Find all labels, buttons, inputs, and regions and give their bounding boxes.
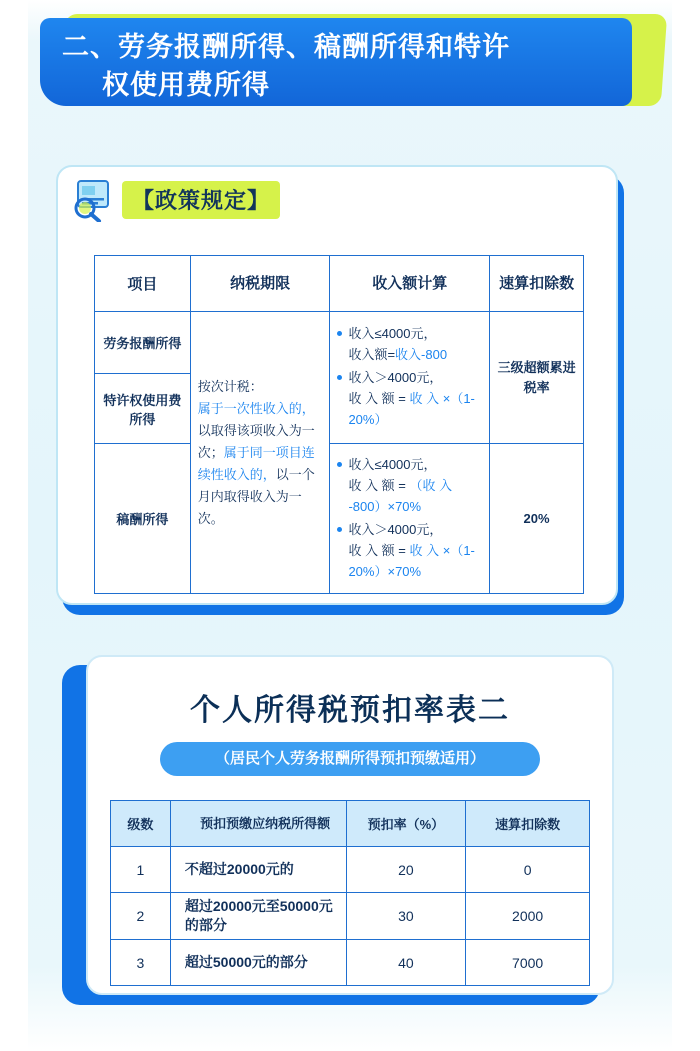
term-p1: 按次计税： — [197, 378, 263, 394]
cell-quick-20: 20% — [490, 444, 584, 594]
calc-g2-b-l1: 收入＞4000元， — [348, 521, 443, 537]
cell-range-1: 不超过20000元的 — [170, 847, 346, 893]
cell-deduction-1: 0 — [466, 847, 590, 893]
cell-quick-progressive: 三级超额累进税率 — [490, 312, 584, 444]
calc-g2-b-l2b: 收 入 ×（1-20%）×70% — [348, 542, 475, 579]
cell-level-1: 1 — [111, 847, 171, 893]
th-calc: 收入额计算 — [330, 256, 490, 312]
rate-table-title: 个人所得税预扣率表二 — [190, 694, 510, 727]
rate-table-wrapper — [110, 800, 590, 986]
calc-g1-b-l1: 收入＞4000元， — [348, 370, 443, 385]
banner-title-line1: 二、劳务报酬所得、稿酬所得和特许 — [62, 32, 510, 62]
policy-table — [94, 255, 584, 594]
table-row — [111, 940, 590, 986]
table-header-row — [111, 801, 590, 847]
rate-table — [110, 800, 590, 986]
table-row — [95, 312, 584, 374]
cell-rate-1: 20 — [346, 847, 466, 893]
cell-rate-3: 40 — [346, 940, 466, 986]
term-p2: 以取得该项收入为一次； — [197, 422, 315, 460]
calc-g1-b-l2: 收 入 额 = — [348, 391, 406, 406]
cell-calc-group1 — [330, 312, 490, 444]
cell-deduction-2: 2000 — [466, 893, 590, 940]
th-level: 级数 — [111, 801, 171, 847]
calc-g1-a-l1: 收入≤4000元， — [348, 326, 437, 341]
cell-level-3: 3 — [111, 940, 171, 986]
cell-range-3: 超过50000元的部分 — [170, 940, 346, 986]
cell-item-royalty: 特许权使用费所得 — [95, 374, 191, 444]
calc-item — [337, 519, 482, 582]
cell-item-manuscript: 稿酬所得 — [95, 444, 191, 594]
calc-g2-b-l2: 收 入 额 = — [348, 542, 406, 558]
cell-term — [190, 312, 330, 594]
th-quick: 速算扣除数 — [490, 256, 584, 312]
policy-badge-label: 【政策规定】 — [122, 181, 280, 219]
banner-title-line2: 权使用费所得 — [102, 70, 270, 100]
calc-g2-a-l2: 收 入 额 = — [348, 477, 406, 493]
calc-g2-a-l1: 收入≤4000元， — [348, 456, 437, 472]
term-p3: 以一个月内取得收入为一次。 — [197, 466, 315, 526]
calc-item — [337, 454, 482, 517]
policy-heading — [68, 178, 280, 222]
policy-table-wrapper — [94, 255, 584, 585]
th-item: 项目 — [95, 256, 191, 312]
calc-g1-a-l2: 收入额= — [348, 347, 396, 362]
table-row — [95, 444, 584, 594]
cell-calc-group2 — [330, 444, 490, 594]
cell-rate-2: 30 — [346, 893, 466, 940]
calc-g1-a-l2b: 收入-800 — [395, 347, 448, 362]
banner-body — [40, 18, 632, 106]
left-rail — [0, 0, 28, 1051]
term-h2: 属于同一项目连续性收入的， — [197, 444, 315, 482]
header-banner — [40, 14, 664, 106]
term-h1: 属于一次性收入的， — [197, 400, 315, 416]
table-header-row — [95, 256, 584, 312]
table-row — [111, 847, 590, 893]
calc-g2-a-l2b: （收 入 -800）×70% — [348, 477, 453, 514]
th-deduction: 速算扣除数 — [466, 801, 590, 847]
th-term: 纳税期限 — [190, 256, 330, 312]
magnifier-document-icon — [68, 178, 114, 222]
rate-table-subtitle: （居民个人劳务报酬所得预扣预缴适用） — [160, 742, 540, 776]
calc-item — [337, 323, 482, 365]
cell-item-labor: 劳务报酬所得 — [95, 312, 191, 374]
cell-deduction-3: 7000 — [466, 940, 590, 986]
table-row — [111, 893, 590, 940]
calc-g1-b-l2b: 收 入 ×（1-20%） — [348, 391, 475, 427]
calc-item — [337, 367, 482, 430]
th-rate: 预扣率（%） — [346, 801, 466, 847]
right-rail — [672, 0, 700, 1051]
cell-range-2: 超过20000元至50000元的部分 — [170, 893, 346, 940]
th-range: 预扣预缴应纳税所得额 — [170, 801, 346, 847]
cell-level-2: 2 — [111, 893, 171, 940]
